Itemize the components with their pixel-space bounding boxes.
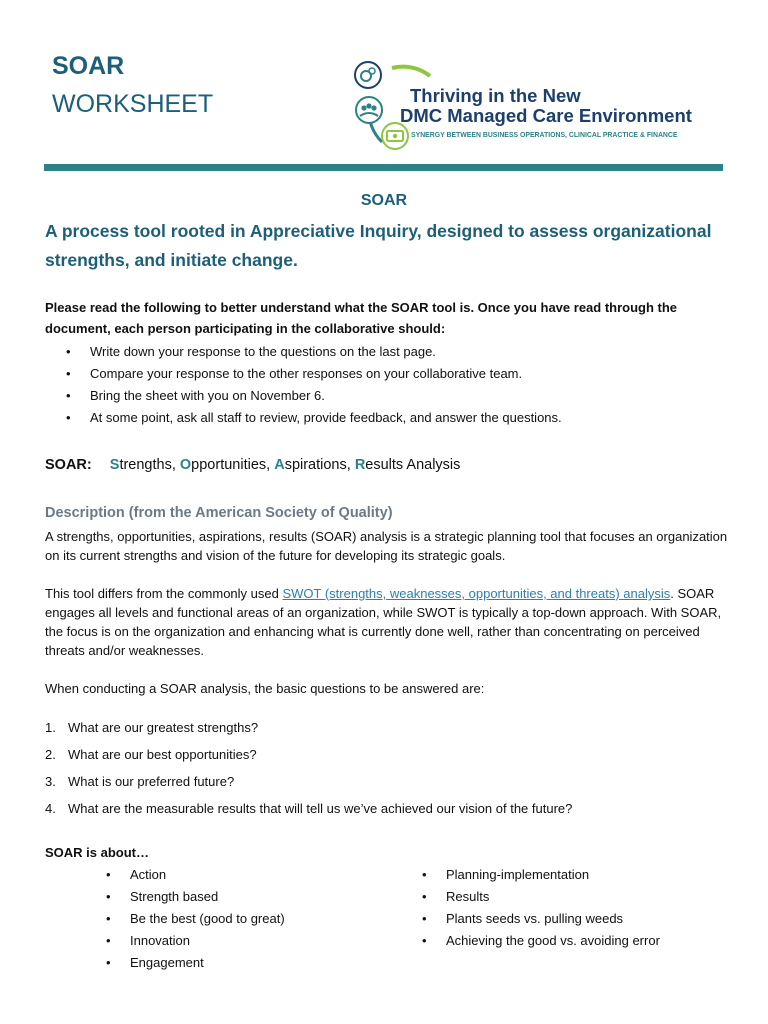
list-item: • Innovation <box>106 930 285 952</box>
list-item: • Engagement <box>106 952 285 974</box>
gear-icon <box>355 62 381 88</box>
section-subtitle: A process tool rooted in Appreciative Inquiry, designed to assess organizational strengths, and initiate change. <box>45 221 712 270</box>
description-paragraph-3: When conducting a SOAR analysis, the basic questions to be answered are: <box>45 681 485 696</box>
question-item: 3. What is our preferred future? <box>45 774 235 789</box>
acronym-word-aspirations: Aspirations, <box>274 457 351 473</box>
list-item: • Action <box>106 864 285 886</box>
description-paragraph-1: A strengths, opportunities, aspirations, results (SOAR) analysis is a strategic planning tool that focuses an organization on its current strengths and vision of the future for developing its strategic goals. <box>45 529 728 563</box>
description-heading: Description (from the American Society of Quality) <box>45 505 393 521</box>
question-item: 4. What are the measurable results that will tell us we’ve achieved our vision of the future? <box>45 801 573 816</box>
list-item-text: At some point, ask all staff to review, provide feedback, and answer the questions. <box>90 410 562 425</box>
thriving-dmc-logo <box>352 58 712 158</box>
people-icon <box>356 97 382 123</box>
acronym-label: SOAR: <box>45 457 92 473</box>
acronym-word-opportunities: Opportunities, <box>179 457 271 473</box>
header-divider <box>44 164 723 171</box>
bullet-icon: • <box>422 933 427 948</box>
logo-line2: DMC Managed Care Environment <box>400 105 692 126</box>
list-item-text: Bring the sheet with you on November 6. <box>90 388 325 403</box>
bullet-icon: • <box>422 867 427 882</box>
bullet-icon: • <box>106 889 111 904</box>
bullet-icon: • <box>106 867 111 882</box>
acronym-word-strengths: Strengths, <box>109 457 176 473</box>
list-item <box>45 407 725 429</box>
bullet-icon: • <box>66 366 71 381</box>
list-item: • Strength based <box>106 886 285 908</box>
about-list-right <box>422 864 660 952</box>
list-item: • Results <box>422 886 660 908</box>
logo-tagline: SYNERGY BETWEEN BUSINESS OPERATIONS, CLINICAL PRACTICE & FINANCE <box>411 132 678 139</box>
bullet-icon: • <box>106 955 111 970</box>
list-item <box>45 385 725 407</box>
about-list-left <box>106 864 285 974</box>
money-icon <box>382 123 408 149</box>
bullet-icon: • <box>66 388 71 403</box>
intro-text: Please read the following to better understand what the SOAR tool is. Once you have read through the document, each person participating in the collaborative should: <box>45 300 678 336</box>
list-item: • Planning-implementation <box>422 864 660 886</box>
question-item: 1. What are our greatest strengths? <box>45 720 259 735</box>
list-item-text: Write down your response to the questions on the last page. <box>90 344 436 359</box>
list-item: • Be the best (good to great) <box>106 908 285 930</box>
intro-bullet-list <box>45 341 725 429</box>
soar-acronym-line <box>45 455 460 475</box>
list-item-text: Compare your response to the other responses on your collaborative team. <box>90 366 523 381</box>
about-heading: SOAR is about… <box>45 845 150 860</box>
bullet-icon: • <box>422 911 427 926</box>
question-item: 2. What are our best opportunities? <box>45 747 257 762</box>
bullet-icon: • <box>422 889 427 904</box>
bullet-icon: • <box>106 911 111 926</box>
bullet-icon: • <box>66 344 71 359</box>
swot-link[interactable]: SWOT (strengths, weaknesses, opportunities, and threats) analysis <box>282 586 671 601</box>
acronym-word-results: Results Analysis <box>354 457 461 473</box>
logo-line1: Thriving in the New <box>410 85 581 106</box>
description-paragraph-2: This tool differs from the commonly used SWOT (strengths, weaknesses, opportunities, and threats) analysis. SOAR engages all levels and functional areas of an organization, while SWOT is typically a top-down approach. With SOAR, the focus is on the organization and enhancing what is currently done well, rather than concentrating on perceived threats and/or weaknesses. <box>45 586 722 658</box>
worksheet-title: SOAR <box>52 52 125 80</box>
questions-list <box>45 714 735 822</box>
list-item: • Achieving the good vs. avoiding error <box>422 930 660 952</box>
list-item: • Plants seeds vs. pulling weeds <box>422 908 660 930</box>
section-heading: SOAR <box>360 192 408 209</box>
bullet-icon: • <box>106 933 111 948</box>
worksheet-subtitle: WORKSHEET <box>52 90 214 118</box>
bullet-icon: • <box>66 410 71 425</box>
list-item <box>45 363 725 385</box>
list-item <box>45 341 725 363</box>
